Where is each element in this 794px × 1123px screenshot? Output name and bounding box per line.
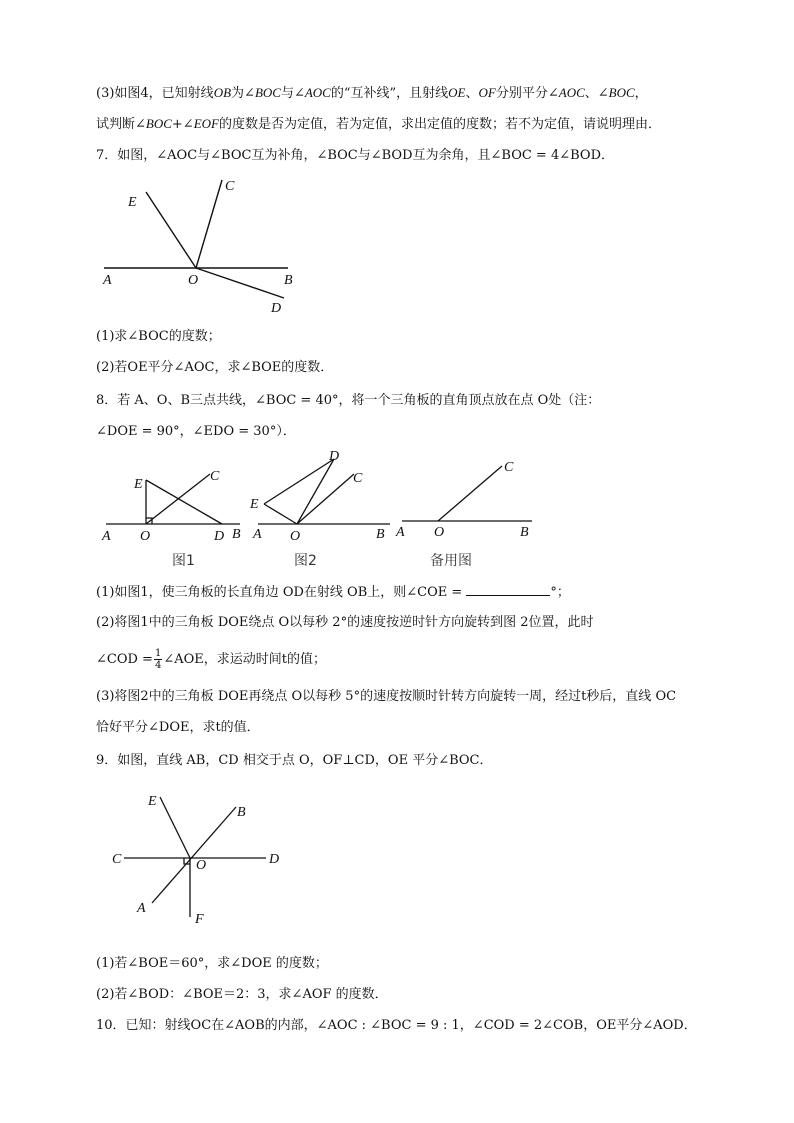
p7-label-c: C [225, 179, 235, 194]
p8-f2-label-a: A [253, 527, 262, 542]
p8-question-3-cont: 恰好平分∠DOE，求t的值． [96, 720, 260, 735]
p8-note: ∠DOE = 90°，∠EDO = 30°）． [96, 424, 296, 439]
p7-ray-od [196, 268, 284, 298]
p8-question-3: (3)将图2中的三角板 DOE再绕点 O以每秒 5°的速度按顺时针转方向旋转一周，经过t秒后，直线 OC [96, 689, 677, 704]
p8-question-1: (1)如图1，使三角板的长直角边 OD在射线 OB上，则∠COE = °； [96, 585, 570, 600]
p8-f1-label-b: B [232, 527, 241, 542]
p8-f2-label-d: D [329, 449, 340, 464]
p6-line-2: 试判断∠BOC+∠EOF的度数是否为定值，若为定值，求出定值的度数；若不为定值，请说明理由． [96, 116, 661, 132]
p9-heading: 9．如图，直线 AB，CD 相交于点 O，OF⊥CD，OE 平分∠BOC． [96, 753, 493, 768]
p8-f1-label-a: A [102, 529, 111, 544]
p9-question-2: (2)若∠BOD：∠BOE＝2：3，求∠AOF 的度数． [96, 987, 388, 1002]
p8-f1-label-c: C [210, 469, 220, 484]
p8-f3-label-b: B [520, 525, 529, 540]
p7-label-e: E [128, 195, 137, 210]
p9-label-c: C [112, 852, 122, 867]
p9-label-a: A [137, 901, 146, 916]
p9-label-b: B [237, 805, 246, 820]
p9-label-o: O [196, 858, 207, 873]
p10-heading: 10．已知：射线OC在∠AOB的内部，∠AOC : ∠BOC = 9 : 1，∠COD = 2∠COB，OE平分∠AOD． [96, 1018, 697, 1033]
answer-blank[interactable] [466, 583, 550, 596]
p8-f2-label-c: C [353, 471, 363, 486]
p7-label-o: O [188, 273, 199, 288]
p7-question-2: (2)若OE平分∠AOC，求∠BOE的度数． [96, 360, 334, 375]
p9-question-1: (1)若∠BOE＝60°，求∠DOE 的度数； [96, 956, 328, 971]
p7-ray-oe [146, 192, 196, 268]
p8-heading: 8．若 A、O、B三点共线，∠BOC = 40°，将一个三角板的直角顶点放在点 O处（注： [96, 393, 601, 408]
p8-f1-label-o: O [140, 529, 151, 544]
p9-label-d: D [269, 852, 280, 867]
p7-label-a: A [103, 273, 112, 288]
p8-caption-2: 图2 [294, 553, 317, 569]
p8-f1-label-e: E [134, 477, 143, 492]
p8-f2-label-b: B [376, 527, 385, 542]
p8-f2-label-e: E [250, 497, 259, 512]
p7-label-d: D [271, 301, 282, 316]
p9-label-f: F [195, 912, 204, 927]
p8-question-2-cont: ∠COD = $\frac{1}{4}$ ∠AOE，求运动时间t的值； [96, 648, 326, 671]
p8-f2-label-o: O [290, 529, 301, 544]
p7-label-b: B [284, 273, 293, 288]
p7-figure [98, 170, 308, 318]
p7-heading: 7．如图，∠AOC与∠BOC互为补角，∠BOC与∠BOD互为余角，且∠BOC = 4∠BOD． [96, 148, 614, 163]
p8-figures [98, 444, 548, 574]
p8-caption-1: 图1 [172, 553, 195, 569]
p7-ray-oc [196, 180, 222, 268]
fraction: $\frac{1}{4}$ [154, 648, 162, 671]
p6-line-1: (3)如图4，已知射线OB为∠BOC与∠AOC的“互补线”，且射线OE、OF分别平分∠AOC、∠BOC， [96, 85, 648, 101]
p9-figure [102, 785, 302, 930]
p8-f3-label-c: C [504, 460, 514, 475]
p8-f3-label-o: O [434, 525, 445, 540]
p9-label-e: E [148, 794, 157, 809]
p7-question-1: (1)求∠BOC的度数； [96, 329, 221, 344]
p8-f1-label-d: D [214, 529, 225, 544]
p8-caption-3: 备用图 [430, 553, 472, 569]
p8-f3-label-a: A [396, 525, 405, 540]
p8-question-2: (2)将图1中的三角板 DOE绕点 O以每秒 2°的速度按逆时针方向旋转到图 2位置，此时 [96, 615, 594, 630]
